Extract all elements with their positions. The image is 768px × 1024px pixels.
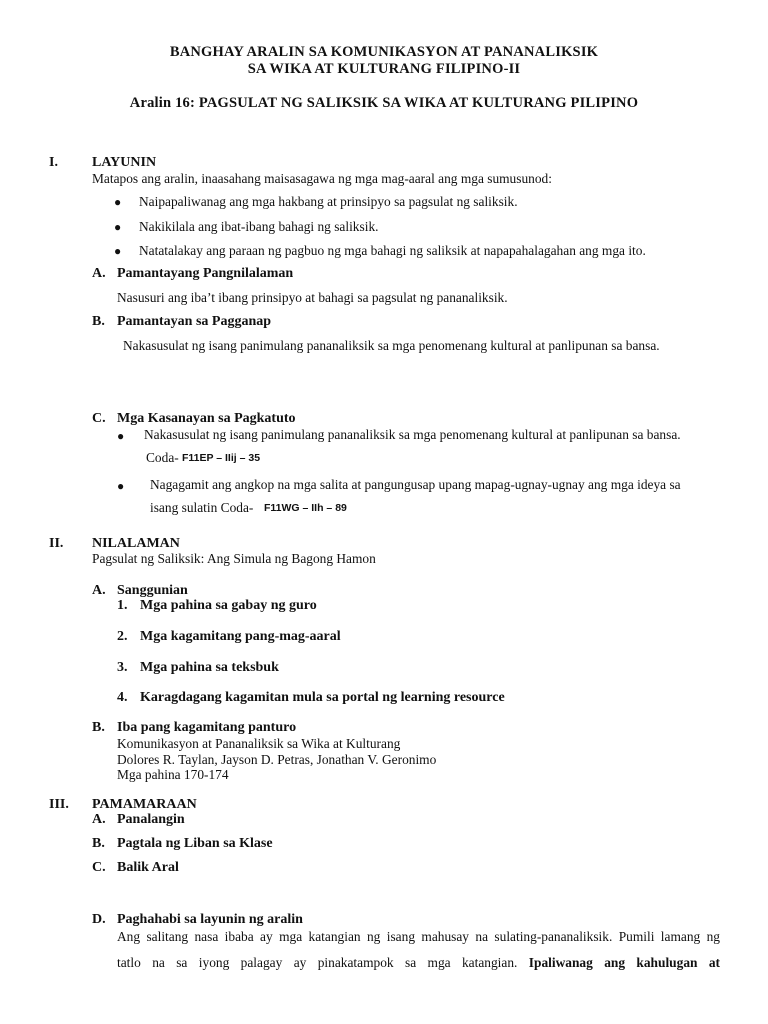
skill-item-1-coda-label: Coda-: [146, 450, 179, 465]
section3-d-line1: Ang salitang nasa ibaba ay mga katangian ng isang mahusay na sulating-pananaliksik. Pumili lamang ng: [117, 929, 720, 944]
skill-item-2: Nagagamit ang angkop na mga salita at pangungusap upang mapag-ugnay-ugnay ang mga ideya sa: [150, 477, 681, 492]
reference-item: Mga pahina sa teksbuk: [140, 660, 279, 675]
section2-b-heading: Iba pang kagamitang panturo: [117, 720, 297, 735]
section1-heading: LAYUNIN: [92, 155, 157, 170]
skill-item-1-coda: F11EP – IIij – 35: [182, 452, 261, 464]
reference-item: Mga kagamitang pang-mag-aaral: [140, 629, 341, 644]
lesson-title: Aralin 16: PAGSULAT NG SALIKSIK SA WIKA AT KULTURANG PILIPINO: [129, 95, 639, 111]
reference-item-number: 2.: [117, 629, 128, 644]
section2-b-letter: B.: [92, 720, 105, 735]
section3-a-heading: Panalangin: [117, 812, 185, 827]
section3-c-heading: Balik Aral: [117, 860, 179, 875]
reference-item-number: 1.: [117, 598, 128, 613]
section1-a-heading: Pamantayang Pangnilalaman: [117, 266, 294, 281]
section3-c-letter: C.: [92, 860, 106, 875]
reference-item: Karagdagang kagamitan mula sa portal ng learning resource: [140, 690, 505, 705]
section3-a-letter: A.: [92, 812, 106, 827]
document-title-line1: BANGHAY ARALIN SA KOMUNIKASYON AT PANANALIKSIK: [169, 44, 599, 60]
section1-b-text: Nakasusulat ng isang panimulang pananaliksik sa mga penomenang kultural at panlipunan sa bansa.: [123, 338, 660, 353]
section3-d-line2: [117, 955, 720, 971]
skill-item-1: Nakasusulat ng isang panimulang pananaliksik sa mga penomenang kultural at panlipunan sa bansa.: [144, 427, 681, 442]
section3-d-heading: Paghahabi sa layunin ng aralin: [117, 912, 303, 927]
section1-b-heading: Pamantayan sa Pagganap: [117, 314, 272, 329]
section3-numeral: III.: [49, 797, 69, 812]
section3-b-letter: B.: [92, 836, 105, 851]
section2-a-letter: A.: [92, 583, 106, 598]
document-title-line2: SA WIKA AT KULTURANG FILIPINO-II: [247, 61, 521, 77]
section2-numeral: II.: [49, 536, 64, 551]
section1-b-letter: B.: [92, 314, 105, 329]
section3-b-heading: Pagtala ng Liban sa Klase: [117, 836, 273, 851]
section1-intro: Matapos ang aralin, inaasahang maisasagawa ng mga mag-aaral ang mga sumusunod:: [92, 171, 552, 186]
skill-item-2-coda: F11WG – IIh – 89: [264, 502, 347, 514]
section3-d-line2-bold: Ipaliwanag ang kahulugan at: [528, 955, 721, 970]
section1-a-text: Nasusuri ang iba’t ibang prinsipyo at bahagi sa pagsulat ng pananaliksik.: [117, 290, 508, 305]
section2-a-heading: Sanggunian: [117, 583, 188, 598]
section3-d-letter: D.: [92, 912, 106, 927]
section1-a-letter: A.: [92, 266, 106, 281]
bullet-icon: ●: [114, 195, 122, 209]
reference-item: Mga pahina sa gabay ng guro: [140, 598, 317, 613]
section1-numeral: I.: [49, 155, 58, 170]
section1-c-letter: C.: [92, 411, 106, 426]
bullet-icon: ●: [117, 479, 125, 493]
reference-item-number: 4.: [117, 690, 128, 705]
section2-subtitle: Pagsulat ng Saliksik: Ang Simula ng Bagong Hamon: [92, 551, 376, 566]
list-item: Natatalakay ang paraan ng pagbuo ng mga bahagi ng saliksik at napapahalagahan ang mga ito.: [139, 243, 646, 258]
reference-line: Mga pahina 170-174: [117, 767, 229, 782]
list-item: Nakikilala ang ibat-ibang bahagi ng saliksik.: [139, 219, 379, 234]
section2-heading: NILALAMAN: [92, 536, 180, 551]
skill-item-2-cont: isang sulatin Coda-: [150, 500, 254, 515]
list-item: Naipapaliwanag ang mga hakbang at prinsipyo sa pagsulat ng saliksik.: [139, 194, 518, 209]
reference-item-number: 3.: [117, 660, 128, 675]
bullet-icon: ●: [114, 220, 122, 234]
section3-d-line2-text: tatlo na sa iyong palagay ay pinakatampok sa mga katangian.: [117, 955, 518, 970]
reference-line: Dolores R. Taylan, Jayson D. Petras, Jonathan V. Geronimo: [117, 752, 437, 767]
section3-heading: PAMAMARAAN: [92, 797, 197, 812]
section1-c-heading: Mga Kasanayan sa Pagkatuto: [117, 411, 296, 426]
reference-line: Komunikasyon at Pananaliksik sa Wika at Kulturang: [117, 736, 401, 751]
bullet-icon: ●: [114, 244, 122, 258]
bullet-icon: ●: [117, 429, 125, 443]
